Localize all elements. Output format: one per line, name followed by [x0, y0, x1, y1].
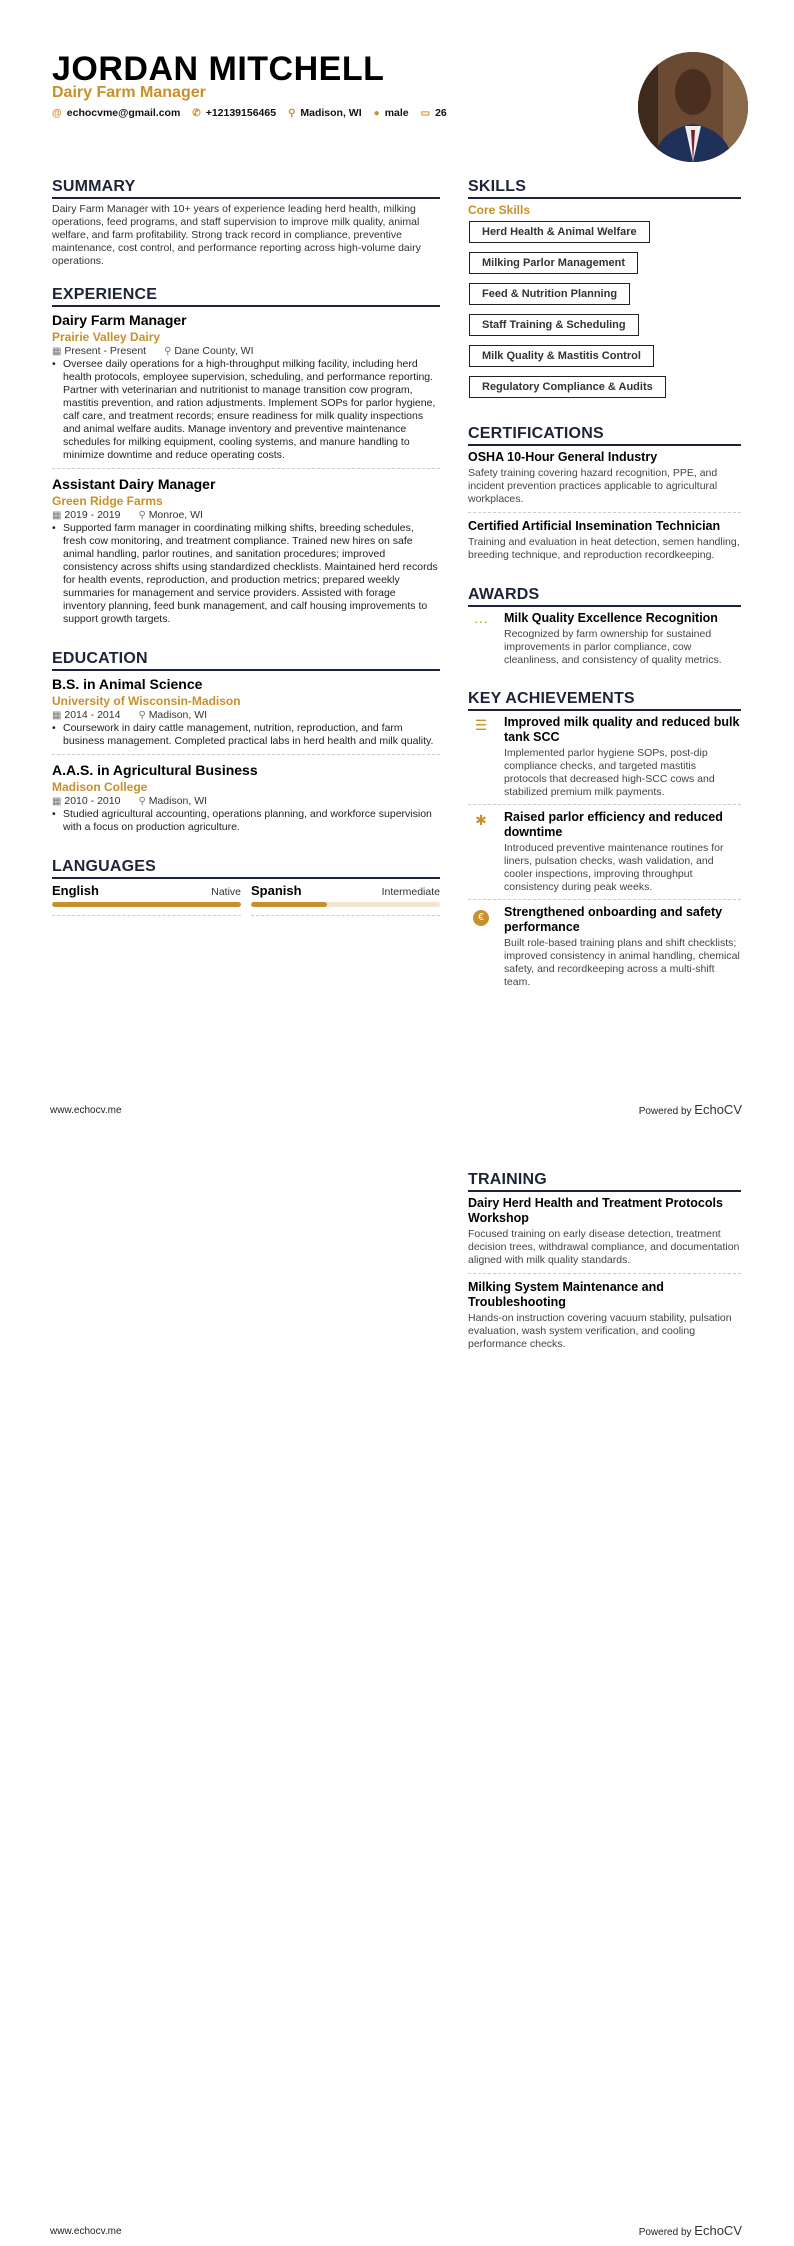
certification-item	[468, 519, 741, 568]
training-desc: Focused training on early disease detection, treatment decision trees, withdrawal compliance, and documentation aligned with milk quality standards.	[468, 1228, 740, 1266]
award-item	[468, 611, 741, 672]
achievement-item	[468, 905, 741, 994]
education-bullet: • Coursework in dairy cattle management, nutrition, reproduction, and farm business management. Completed practical labs in herd health and milk quality.	[52, 722, 440, 748]
award-title: Milk Quality Excellence Recognition	[504, 611, 718, 625]
calendar-icon: ▦	[52, 510, 62, 521]
experience-item	[52, 475, 440, 632]
language-level: Intermediate	[381, 886, 440, 898]
age-text: 26	[435, 107, 447, 119]
date-range: ▦ Present - Present	[52, 345, 147, 357]
brand-name: EchoCV	[694, 2223, 742, 2238]
contact-phone[interactable]	[192, 107, 276, 119]
location-icon: ⚲	[138, 510, 146, 521]
date-range: ▦ 2019 - 2019	[52, 509, 121, 521]
lines-icon: ☰	[474, 717, 488, 733]
section-heading: CERTIFICATIONS	[468, 425, 741, 446]
school-name: University of Wisconsin-Madison	[52, 694, 241, 708]
footer-site-link[interactable]: www.echocv.me	[50, 1105, 122, 1116]
achievement-item	[468, 715, 741, 805]
experience-item	[52, 311, 440, 469]
summary-section	[52, 178, 440, 268]
certification-title: OSHA 10-Hour General Industry	[468, 450, 658, 464]
certification-item	[468, 450, 741, 513]
section-heading: SKILLS	[468, 178, 741, 199]
languages-section	[52, 858, 440, 916]
training-title: Milking System Maintenance and Troubleshooting	[468, 1280, 664, 1309]
award-desc: Recognized by farm ownership for sustained improvements in parlor compliance, cow cleanliness, and consistency of quality metrics.	[504, 628, 722, 666]
certification-desc: Safety training covering hazard recognition, PPE, and incident prevention practices applicable to agricultural workplaces.	[468, 467, 718, 505]
location-text: Madison, WI	[300, 107, 362, 119]
job-location: ⚲ Dane County, WI	[164, 345, 254, 357]
skill-tag: Milk Quality & Mastitis Control	[469, 345, 654, 367]
achievement-desc: Introduced preventive maintenance routines for liners, pulsation checks, wash validation, and cooler inspections, improving throughput consistency during peak weeks.	[504, 842, 724, 893]
education-section	[52, 650, 440, 840]
language-level: Native	[211, 886, 241, 898]
language-name: English	[52, 883, 99, 898]
achievement-title: Strengthened onboarding and safety performance	[504, 905, 723, 934]
footer-powered[interactable]	[639, 2223, 742, 2238]
achievement-title: Improved milk quality and reduced bulk tank SCC	[504, 715, 740, 744]
candidate-name: JORDAN MITCHELL	[52, 50, 385, 88]
job-location: ⚲ Monroe, WI	[138, 509, 203, 521]
section-heading: AWARDS	[468, 586, 741, 607]
date-range: ▦ 2014 - 2014	[52, 709, 121, 721]
language-bar-fill	[251, 902, 327, 907]
left-column	[52, 178, 440, 934]
job-bullet: • Supported farm manager in coordinating milking shifts, breeding schedules, fresh cow monitoring, and treatment compliance. Trained new hires on safe animal handling, parlor routines, and sanitation procedures; improved consistency across shifts using standardized checklists. Maintained herd records for health events, reproduction, and production metrics; prepared weekly summaries for management and service providers. Assisted with forage inventory planning, feed bunk management, and calf housing improvements to support growth targets.	[52, 522, 440, 626]
phone-icon: ✆	[192, 107, 201, 119]
education-item	[52, 675, 440, 755]
school-location: ⚲ Madison, WI	[138, 795, 208, 807]
euro-icon: €	[468, 905, 494, 989]
degree: B.S. in Animal Science	[52, 676, 203, 692]
achievement-title: Raised parlor efficiency and reduced downtime	[504, 810, 723, 839]
school-location: ⚲ Madison, WI	[138, 709, 208, 721]
resume-page-2	[0, 1123, 794, 2246]
company-name: Prairie Valley Dairy	[52, 330, 161, 344]
contact-gender	[374, 107, 409, 119]
awards-section	[468, 586, 741, 672]
education-bullet: • Studied agricultural accounting, operations planning, and workforce supervision with a focus on production agriculture.	[52, 808, 440, 834]
date-range: ▦ 2010 - 2010	[52, 795, 121, 807]
calendar-icon: ▭	[420, 107, 431, 119]
language-item	[251, 883, 440, 916]
training-desc: Hands-on instruction covering vacuum stability, pulsation evaluation, wash system verification, and cooling performance checks.	[468, 1312, 732, 1350]
calendar-icon: ▦	[52, 710, 62, 721]
section-heading: EDUCATION	[52, 650, 440, 671]
language-name: Spanish	[251, 883, 302, 898]
location-icon: ⚲	[138, 710, 146, 721]
training-section	[468, 1171, 741, 1357]
email-text: echocvme@gmail.com	[66, 107, 181, 119]
footer-powered[interactable]	[639, 1102, 742, 1117]
training-item	[468, 1280, 741, 1357]
dots-icon: ···	[474, 613, 488, 629]
footer-site-link[interactable]: www.echocv.me	[50, 2226, 122, 2237]
section-heading: TRAINING	[468, 1171, 741, 1192]
section-heading: SUMMARY	[52, 178, 440, 199]
section-heading: LANGUAGES	[52, 858, 440, 879]
achievement-desc: Built role-based training plans and shift checklists; improved consistency in animal handling, chemical safety, and recordkeeping across a multi-shift team.	[504, 937, 740, 988]
skill-tag: Herd Health & Animal Welfare	[469, 221, 650, 243]
calendar-icon: ▦	[52, 796, 62, 807]
certifications-section	[468, 425, 741, 568]
summary-text: Dairy Farm Manager with 10+ years of experience leading herd health, milking operations, feed programs, and staff supervision to improve milk quality, animal welfare, and farm profitability. Strong track record in compliance, preventive maintenance, cost control, and performance reporting across high-volume dairy operations.	[52, 203, 421, 267]
skill-tag: Feed & Nutrition Planning	[469, 283, 630, 305]
skill-tag: Regulatory Compliance & Audits	[469, 376, 666, 398]
section-heading: EXPERIENCE	[52, 286, 440, 307]
powered-label: Powered by	[638, 2227, 692, 2238]
achievements-section	[468, 690, 741, 994]
right-column	[468, 1171, 741, 1375]
location-icon: ⚲	[288, 107, 296, 119]
achievement-item	[468, 810, 741, 900]
skill-group-label: Core Skills	[468, 203, 531, 217]
school-name: Madison College	[52, 780, 148, 794]
candidate-title: Dairy Farm Manager	[52, 84, 206, 101]
degree: A.A.S. in Agricultural Business	[52, 762, 258, 778]
training-item	[468, 1196, 741, 1274]
gender-text: male	[384, 107, 409, 119]
language-bar	[251, 902, 440, 907]
certification-title: Certified Artificial Insemination Technician	[468, 519, 721, 533]
language-item	[52, 883, 241, 916]
at-icon: @	[52, 107, 62, 119]
location-icon: ⚲	[164, 346, 172, 357]
company-name: Green Ridge Farms	[52, 494, 163, 508]
language-bar	[52, 902, 241, 907]
experience-section	[52, 286, 440, 632]
contact-age	[421, 107, 447, 119]
powered-label: Powered by	[638, 1106, 692, 1117]
person-icon: ●	[373, 107, 380, 119]
brand-name: EchoCV	[694, 1102, 742, 1117]
education-item	[52, 761, 440, 840]
profile-photo	[638, 52, 748, 162]
language-bar-fill	[52, 902, 241, 907]
phone-text: +12139156465	[205, 107, 277, 119]
skills-section	[468, 178, 741, 407]
certification-desc: Training and evaluation in heat detection, semen handling, breeding technique, and reproduction recordkeeping.	[468, 536, 740, 561]
achievement-desc: Implemented parlor hygiene SOPs, post-dip compliance checks, and targeted mastitis protocols that decreased high-SCC cows and stabilized premium milk payments.	[504, 747, 715, 798]
contact-location	[288, 107, 362, 119]
job-bullet: • Oversee daily operations for a high-throughput milking facility, including herd health protocols, employee supervision, scheduling, and performance reporting. Partner with veterinarian and nutritionist to manage transition cow program, mastitis prevention, and ration adjustments. Implement SOPs for parlor hygiene, calf care, and treatment records; ensure readiness for milk quality inspections and animal welfare audits. Manage inventory and preventive maintenance schedules for milking equipment, cooling systems, and manure handling to minimize downtime and reduce operating costs.	[52, 358, 440, 462]
location-icon: ⚲	[138, 796, 146, 807]
skill-tag: Staff Training & Scheduling	[469, 314, 639, 336]
job-title: Dairy Farm Manager	[52, 312, 187, 328]
calendar-icon: ▦	[52, 346, 62, 357]
right-column	[468, 178, 741, 1012]
job-title: Assistant Dairy Manager	[52, 476, 216, 492]
section-heading: KEY ACHIEVEMENTS	[468, 690, 741, 711]
contact-email[interactable]	[52, 107, 180, 119]
skill-tag: Milking Parlor Management	[469, 252, 638, 274]
bug-icon: ✱	[475, 812, 487, 828]
training-title: Dairy Herd Health and Treatment Protocols Workshop	[468, 1196, 723, 1225]
contact-row	[52, 107, 447, 119]
